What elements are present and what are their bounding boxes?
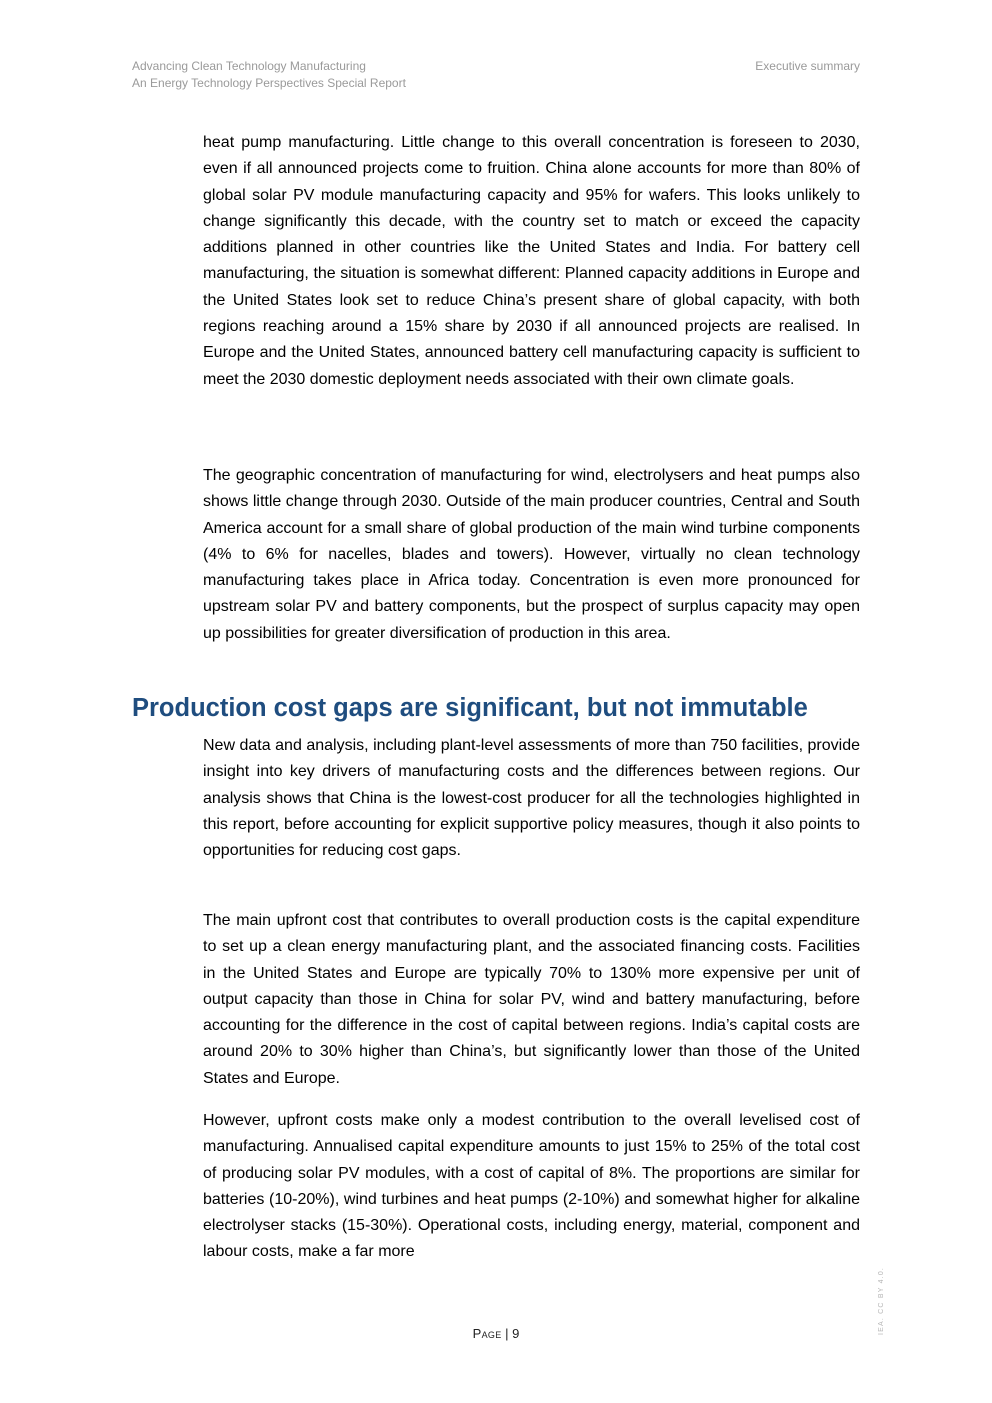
body-paragraph: New data and analysis, including plant-level assessments of more than 750 facilities, provide insight into key drivers of manufacturing costs and the differences between regions. Our analysis shows that China is the lowest-cost producer for all the technologies highlighted in this report, before accounting for explicit supportive policy measures, though it also points to opportunities for reducing cost gaps. xyxy=(203,737,860,860)
paragraph-continued xyxy=(203,130,860,393)
paragraph-new-data xyxy=(203,733,860,864)
body-paragraph: However, upfront costs make only a modest contribution to the overall levelised cost of manufacturing. Annualised capital expenditure amounts to just 15% to 25% of the total cost of producing solar PV modules, with a cost of capital of 8%. The proportions are similar for batteries (10-20%), wind turbines and heat pumps (2-10%) and somewhat higher for alkaline electrolyser stacks (15-30%). Operational costs, including energy, material, component and labour costs, make a far more xyxy=(203,1112,860,1261)
body-paragraph: The geographic concentration of manufacturing for wind, electrolysers and heat pumps also shows little change through 2030. Outside of the main producer countries, Central and South America account for a small share of global production of the main wind turbine components (4% to 6% for nacelles, blades and towers). However, virtually no clean technology manufacturing takes place in Africa today. Concentration is even more pronounced for upstream solar PV and battery components, but the prospect of surplus capacity may open up possibilities for greater diversification of production in this area. xyxy=(203,467,860,642)
paragraph-levelised-cost xyxy=(203,1108,860,1266)
page-number-value: 9 xyxy=(512,1326,520,1341)
body-paragraph: The main upfront cost that contributes to overall production costs is the capital expenditure to set up a clean energy manufacturing plant, and the associated financing costs. Facilities in the United States and Europe are typically 70% to 130% more expensive per unit of output capacity than those in China for solar PV, wind and battery manufacturing, before accounting for the difference in the cost of capital between regions. India’s capital costs are around 20% to 30% higher than China’s, but significantly lower than those of the United States and Europe. xyxy=(203,912,860,1087)
chapter-title: Executive summary xyxy=(755,59,860,73)
report-title-line-1: Advancing Clean Technology Manufacturing xyxy=(132,59,366,73)
paragraph-geographic-concentration xyxy=(203,463,860,647)
body-paragraph: heat pump manufacturing. Little change to this overall concentration is foreseen to 2030, even if all announced projects come to fruition. China alone accounts for more than 80% of global solar PV module manufacturing capacity and 95% for wafers. This looks unlikely to change significantly this decade, with the country set to match or exceed the capacity additions planned in other countries like the United States and India. For battery cell manufacturing, the situation is somewhat different: Planned capacity additions in Europe and the United States look set to reduce China’s present share of global capacity, with both regions reaching around a 15% share by 2030 if all announced projects are realised. In Europe and the United States, announced battery cell manufacturing capacity is sufficient to meet the 2030 domestic deployment needs associated with their own climate goals. xyxy=(203,134,860,388)
license-notice: IEA. CC BY 4.0. xyxy=(878,1266,885,1335)
page-label: Page xyxy=(472,1326,502,1341)
report-title-line-2: An Energy Technology Perspectives Special Report xyxy=(132,76,406,90)
section-heading: Production cost gaps are significant, but not immutable xyxy=(132,694,808,722)
page-separator: | xyxy=(501,1326,513,1341)
report-title xyxy=(132,58,406,92)
page-number xyxy=(0,1326,992,1341)
paragraph-upfront-cost xyxy=(203,908,860,1092)
